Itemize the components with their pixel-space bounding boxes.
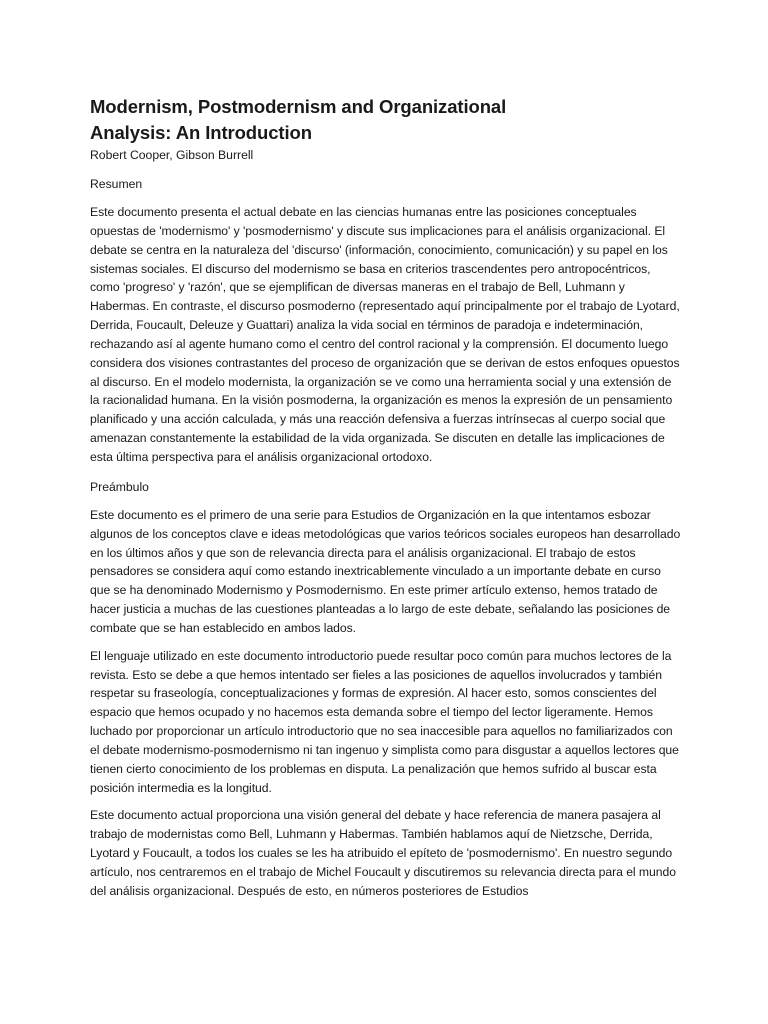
abstract-heading: Resumen [90, 177, 143, 191]
title-line-2: Analysis: An Introduction [90, 122, 312, 143]
preamble-paragraph-2: El lenguaje utilizado en este documento introductorio puede resultar poco común para muchos lectores de la revista. Esto se debe a que hemos intentado ser fieles a las posiciones de aquellos involucrados y también respetar su fraseología, conceptualizaciones y formas de expresión. Al hacer esto, somos conscientes del espacio que hemos ocupado y no hacemos esta demanda sobre el tiempo del lector ligeramente. Hemos luchado por proporcionar un artículo introductorio que no sea inaccesible para aquellos no familiarizados con el debate modernismo-posmodernismo ni tan ingenuo y simplista como para disgustar a aquellos lectores que tienen cierto conocimiento de los problemas en disputa. La penalización que hemos sufrido al buscar esta posición intermedia es la longitud. [90, 648, 679, 795]
abstract-paragraph: Este documento presenta el actual debate en las ciencias humanas entre las posiciones conceptuales opuestas de 'modernismo' y 'posmodernismo' y discute sus implicaciones para el análisis organizacional. El debate se centra en la naturaleza del 'discurso' (información, conocimiento, comunicación) y su papel en los sistemas sociales. El discurso del modernismo se basa en criterios trascendentes pero antropocéntricos, como 'progreso' y 'razón', que se ejemplifican de diversas maneras en el trabajo de Bell, Luhmann y Habermas. En contraste, el discurso posmoderno (representado aquí principalmente por el trabajo de Lyotard, Derrida, Foucault, Deleuze y Guattari) analiza la vida social en términos de paradoja e indeterminación, rechazando así al agente humano como el centro del control racional y la comprensión. El documento luego considera dos visiones contrastantes del proceso de organización que se derivan de estos enfoques opuestos al discurso. En el modelo modernista, la organización se ve como una herramienta social y una extensión de la racionalidad humana. En la visión posmoderna, la organización es menos la expresión de un pensamiento planificado y una acción calculada, y más una reacción defensiva a fuerzas intrínsecas al cuerpo social que amenazan constantemente la estabilidad de la vida organizada. Se discuten en detalle las implicaciones de esta última perspectiva para el análisis organizacional ortodoxo. [90, 205, 680, 464]
document-title [90, 94, 682, 146]
authors: Robert Cooper, Gibson Burrell [90, 148, 254, 162]
preamble-paragraph-3: Este documento actual proporciona una visión general del debate y hace referencia de manera pasajera al trabajo de modernistas como Bell, Luhmann y Habermas. También hablamos aquí de Nietzsche, Derrida, Lyotard y Foucault, a todos los cuales se les ha atribuido el epíteto de 'posmodernismo'. En nuestro segundo artículo, nos centraremos en el trabajo de Michel Foucault y discutiremos su relevancia directa para el mundo del análisis organizacional. Después de esto, en números posteriores de Estudios [90, 808, 676, 898]
document-page [90, 94, 682, 901]
title-line-1: Modernism, Postmodernism and Organizational [90, 96, 507, 117]
preamble-heading: Preámbulo [90, 479, 149, 494]
preamble-paragraph-1: Este documento es el primero de una serie para Estudios de Organización en la que intentamos esbozar algunos de los conceptos clave e ideas metodológicas que varios teóricos sociales europeos han desarrollado en los últimos años y que son de relevancia directa para el análisis organizacional. El trabajo de estos pensadores se considera aquí como estando inextricablemente vinculado a un importante debate en curso que se ha denominado Modernismo y Posmodernismo. En este primer artículo extenso, hemos tratado de hacer justicia a muchas de las cuestiones planteadas a lo largo de este debate, señalando las posiciones de combate que se han establecido en ambos lados. [90, 507, 681, 635]
